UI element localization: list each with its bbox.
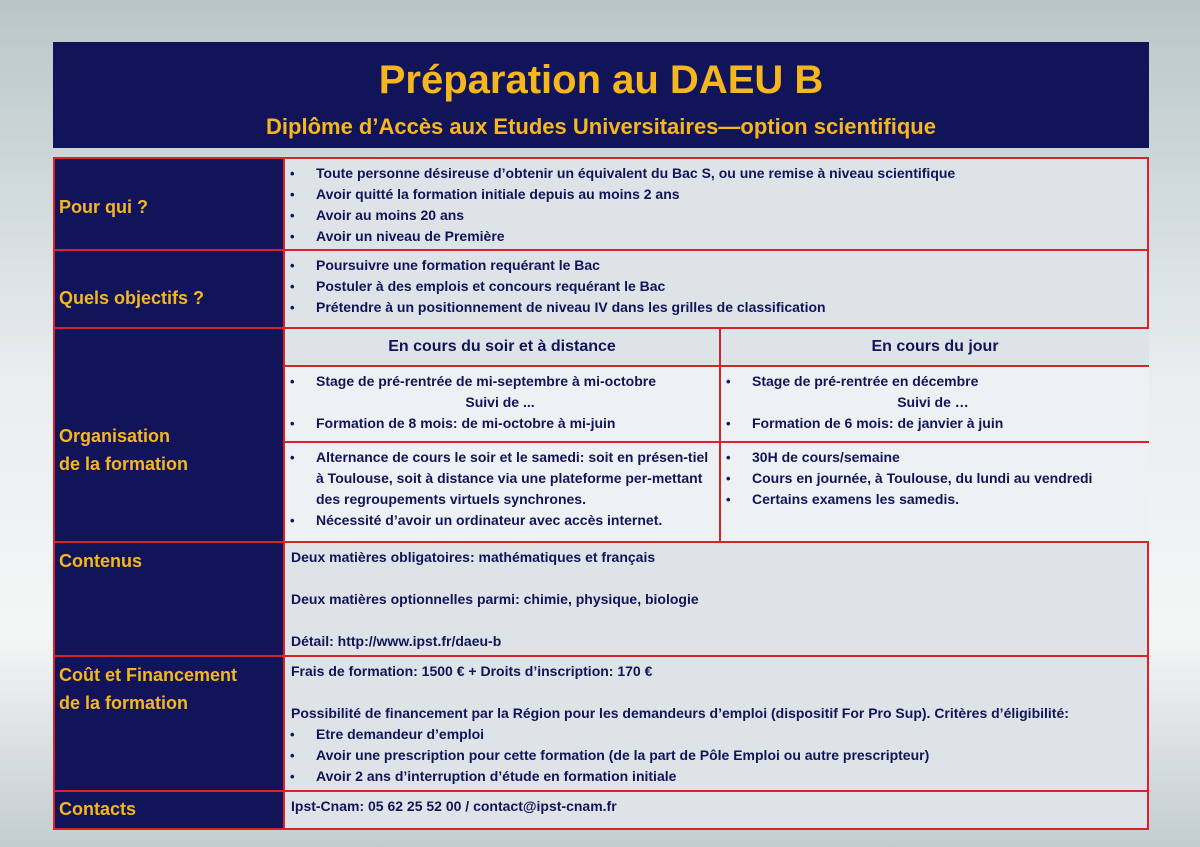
list-item: • Poursuivre une formation requérant le Bac: [287, 255, 1141, 276]
row-label-objectifs: Quels objectifs ?: [55, 251, 285, 327]
divider: [285, 365, 1147, 367]
text-line: Possibilité de financement par la Région pour les demandeurs d’emploi (dispositif For Pro Sup). Critères d’éligibilité:: [291, 705, 1069, 721]
list-item: • Nécessité d’avoir un ordinateur avec accès internet.: [287, 510, 713, 531]
list-item: • Etre demandeur d’emploi: [287, 724, 1141, 745]
text-line: Deux matières obligatoires: mathématiques et français: [291, 549, 656, 565]
list-item: • 30H de cours/semaine: [723, 447, 1143, 468]
row-content-objectifs: [285, 251, 1147, 327]
text-line: Deux matières optionnelles parmi: chimie, physique, biologie: [291, 591, 699, 607]
list-item: • Formation de 6 mois: de janvier à juin: [723, 413, 1143, 434]
header-banner: [53, 42, 1149, 148]
list-item: • Certains examens les samedis.: [723, 489, 1143, 510]
row-content-contacts: [285, 792, 1147, 828]
list-item: • Avoir quitté la formation initiale depuis au moins 2 ans: [287, 184, 1141, 205]
row-content-contenus: [285, 543, 1147, 655]
list-item: • Avoir au moins 20 ans: [287, 205, 1141, 226]
divider: [719, 329, 721, 541]
list-item: • Toute personne désireuse d’obtenir un équivalent du Bac S, ou une remise à niveau scientifique: [287, 163, 1141, 184]
spacer: [287, 610, 1141, 631]
row-objectifs: [53, 251, 1149, 329]
row-pour-qui: [53, 157, 1149, 251]
list-item: • Formation de 8 mois: de mi-octobre à mi-juin: [287, 413, 713, 434]
row-organisation: [53, 329, 1149, 543]
page-title: Préparation au DAEU B: [378, 58, 824, 102]
bullet-list: [287, 724, 1141, 787]
page-subtitle: Diplôme d’Accès aux Etudes Universitaires—option scientifique: [266, 114, 936, 139]
list-item: • Postuler à des emplois et concours requérant le Bac: [287, 276, 1141, 297]
row-label-cout: Coût et Financement de la formation: [55, 657, 285, 790]
list-item: • Stage de pré-rentrée en décembre: [723, 371, 1143, 392]
column-header-jour: En cours du jour: [721, 329, 1149, 365]
row-contacts: [53, 792, 1149, 830]
row-label-contacts: Contacts: [55, 792, 285, 828]
list-item: • Stage de pré-rentrée de mi-septembre à mi-octobre: [287, 371, 713, 392]
spacer: [287, 568, 1141, 589]
row-contenus: [53, 543, 1149, 657]
suivi-de-text: Suivi de …: [897, 394, 969, 410]
bullet-list: [287, 163, 1141, 247]
text-line: Frais de formation: 1500 € + Droits d’inscription: 170 €: [291, 663, 653, 679]
row-content-pour-qui: [285, 159, 1147, 249]
list-item: • Avoir 2 ans d’interruption d’étude en formation initiale: [287, 766, 1141, 787]
bullet-list: [287, 255, 1141, 318]
row-label-contenus: Contenus: [55, 543, 285, 655]
cell-jour-modalites: [721, 443, 1149, 541]
list-item: • Avoir un niveau de Première: [287, 226, 1141, 247]
cell-jour-calendrier: [721, 367, 1149, 441]
suivi-de-text: Suivi de ...: [465, 394, 535, 410]
row-cout: [53, 657, 1149, 792]
list-item: • Cours en journée, à Toulouse, du lundi au vendredi: [723, 468, 1143, 489]
cell-soir-calendrier: [285, 367, 719, 441]
row-label-pour-qui: Pour qui ?: [55, 159, 285, 249]
list-item: • Prétendre à un positionnement de niveau IV dans les grilles de classification: [287, 297, 1141, 318]
divider: [285, 441, 1147, 443]
contact-info[interactable]: Ipst-Cnam: 05 62 25 52 00 / contact@ipst-cnam.fr: [291, 798, 617, 814]
row-label-organisation: Organisation de la formation: [55, 329, 285, 541]
spacer: [287, 682, 1141, 703]
cell-soir-modalites: [285, 443, 719, 541]
column-header-soir: En cours du soir et à distance: [285, 329, 719, 365]
list-item: • Alternance de cours le soir et le samedi: soit en présen-tiel à Toulouse, soit à distance via une plateforme per-mettant des regroupements virtuels synchrones.: [287, 447, 713, 510]
row-content-cout: [285, 657, 1147, 790]
list-item: • Avoir une prescription pour cette formation (de la part de Pôle Emploi ou autre prescripteur): [287, 745, 1141, 766]
row-content-organisation: [285, 329, 1147, 541]
detail-link[interactable]: Détail: http://www.ipst.fr/daeu-b: [291, 633, 502, 649]
